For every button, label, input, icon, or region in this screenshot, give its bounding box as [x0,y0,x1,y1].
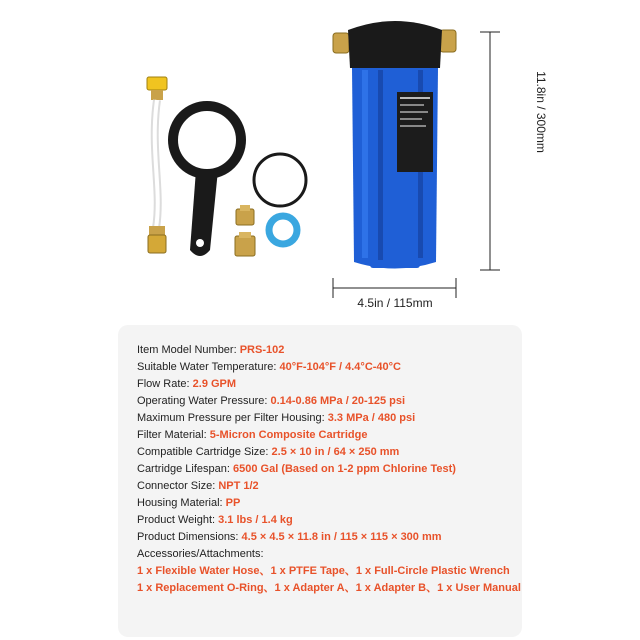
accessories-line-2: 1 x Replacement O-Ring、1 x Adapter A、1 x Adapter B、1 x User Manual [137,582,521,594]
spec-row-cartridge-size: Compatible Cartridge Size: 2.5 × 10 in / 64 × 250 mm [137,446,400,458]
spec-row-filter-material: Filter Material: 5-Micron Composite Cartridge [137,429,368,441]
height-dimension-line [480,32,500,270]
spec-row-cartridge-lifespan: Cartridge Lifespan: 6500 Gal (Based on 1-2 ppm Chlorine Test) [137,463,456,475]
black-oring-icon [254,154,306,206]
filter-housing-icon [333,21,456,269]
width-dimension-line [333,278,456,298]
spec-list [137,342,537,597]
spec-row-model: Item Model Number: PRS-102 [137,344,285,356]
ptfe-tape-icon [269,216,297,244]
height-label: 11.8in / 300mm [534,71,548,153]
wrench-icon [173,106,241,256]
width-label: 4.5in / 115mm [357,296,433,310]
spec-row-connector-size: Connector Size: NPT 1/2 [137,480,259,492]
spec-row-dimensions: Product Dimensions: 4.5 × 4.5 × 11.8 in / 115 × 115 × 300 mm [137,531,442,543]
spec-row-max-pressure: Maximum Pressure per Filter Housing: 3.3 MPa / 480 psi [137,412,416,424]
spec-row-operating-pressure: Operating Water Pressure: 0.14-0.86 MPa / 20-125 psi [137,395,406,407]
spec-row-flow-rate: Flow Rate: 2.9 GPM [137,378,237,390]
spec-row-housing-material: Housing Material: PP [137,497,241,509]
adapter-icon [235,205,255,256]
spec-row-weight: Product Weight: 3.1 lbs / 1.4 kg [137,514,293,526]
accessories-line-1: 1 x Flexible Water Hose、1 x PTFE Tape、1 x Full-Circle Plastic Wrench [137,565,510,577]
accessories-heading: Accessories/Attachments: [137,548,264,560]
spec-row-temperature: Suitable Water Temperature: 40°F-104°F / 4.4°C-40°C [137,361,402,373]
water-hose-icon [147,77,167,253]
